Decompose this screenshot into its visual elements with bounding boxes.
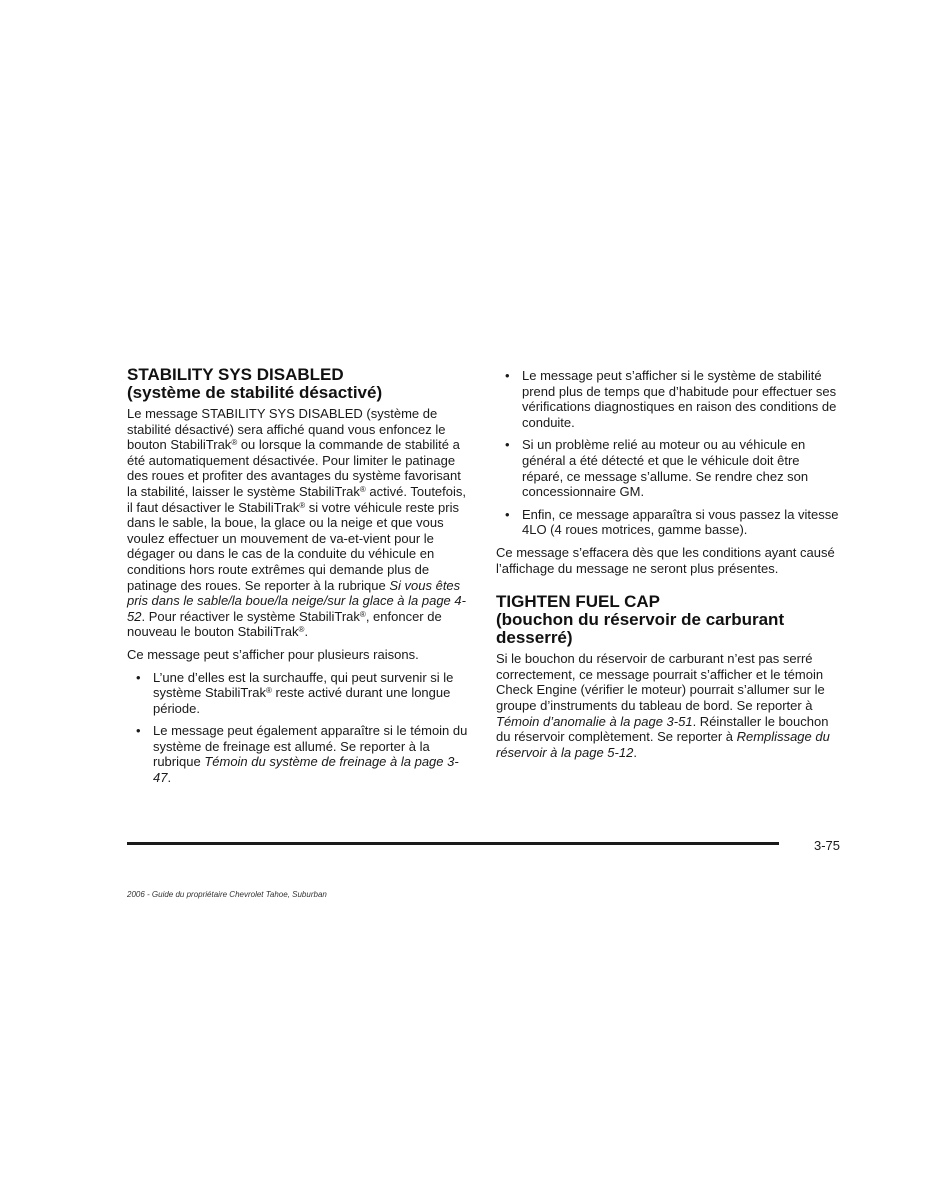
bullet-icon: •: [136, 723, 141, 739]
text-run: activé. Toutefois, il faut désactiver le StabiliTrak: [127, 483, 467, 515]
stability-sys-heading: [127, 366, 472, 402]
right-column: [496, 368, 841, 767]
heading-line-1: STABILITY SYS DISABLED: [127, 365, 344, 384]
heading-line-2: (bouchon du réservoir de carburant desserré): [496, 610, 785, 648]
list-item: [127, 723, 472, 785]
bullet-icon: •: [136, 669, 141, 685]
xref-malfunction-lamp[interactable]: Témoin d’anomalie à la page 3-51: [496, 713, 693, 729]
reasons-list: [127, 670, 472, 786]
text-run: .: [304, 624, 309, 640]
bullet-icon: •: [505, 368, 510, 383]
fuel-cap-heading: [496, 593, 841, 647]
message-clear-paragraph: Ce message s’effacera dès que les conditions ayant causé l’affichage du message ne seront plus présentes.: [496, 544, 835, 576]
list-item: [496, 368, 841, 430]
stability-paragraph: [127, 406, 472, 640]
bullet-icon: •: [505, 506, 510, 522]
registered-mark: ®: [359, 484, 366, 494]
text-run: . Réinstaller le bouchon du réservoir complètement. Se reporter à: [496, 713, 829, 745]
text-run: si votre véhicule reste pris dans le sable, la boue, la glace ou la neige et que vous voulez effectuer un mouvement de va-et-vient pour le dégager ou dans le cas de la conduite du véhicule en conditions hors route extrêmes qui demande plus de patinage des roues. Se reporter à la rubrique: [127, 499, 460, 593]
text-run: ou lorsque la commande de stabilité a été automatiquement désactivée. Pour limiter le patinage des roues et profiter des avantages du système favorisant la stabilité, laisser le système StabiliTrak: [127, 437, 461, 499]
registered-mark: ®: [298, 625, 305, 635]
heading-line-2: (système de stabilité désactivé): [127, 383, 383, 402]
xref-filling-tank[interactable]: Remplissage du réservoir à la page 5-12: [496, 729, 830, 760]
text-run: Le message peut s’afficher si le système de stabilité prend plus de temps que d’habitude pour effectuer ses vérifications diagnostiques en raison des conditions de conduite.: [522, 368, 837, 430]
text-run: . Pour réactiver le système StabiliTrak: [141, 608, 360, 624]
text-run: reste activé durant une longue période.: [153, 685, 451, 716]
page-number: 3-75: [814, 838, 841, 853]
left-column: [127, 366, 472, 793]
text-run: Si un problème relié au moteur ou au véhicule en général a été détecté et que le véhicule doit être réparé, ce message s’allume. Se rendre chez son concessionnaire GM.: [522, 437, 809, 500]
list-item: [496, 507, 841, 538]
text-run: Le message peut également apparaître si le témoin du système de freinage est allumé. Se reporter à la rubrique: [153, 723, 468, 770]
text-run: , enfoncer de nouveau le bouton StabiliTrak: [127, 608, 442, 640]
text-run: Enfin, ce message apparaîtra si vous passez la vitesse 4LO (4 roues motrices, gamme basse).: [522, 506, 839, 538]
bullet-icon: •: [505, 437, 510, 453]
registered-mark: ®: [231, 438, 238, 448]
footer-rule: [127, 842, 779, 845]
text-run: Si le bouchon du réservoir de carburant n’est pas serré correctement, ce message pourrait s’afficher et le témoin Check Engine (vérifier le moteur) pourrait s’allumer sur le groupe d’instruments du tableau de bord. Se reporter à: [496, 651, 825, 713]
list-item: [127, 670, 472, 717]
text-run: L’une d’elles est la surchauffe, qui peut survenir si le système StabiliTrak: [153, 669, 454, 701]
fuel-cap-paragraph: [496, 651, 841, 760]
reasons-list-continued: [496, 368, 841, 538]
text-run: Le message STABILITY SYS DISABLED (système de stabilité désactivé) sera affiché quand vous enfoncez le bouton StabiliTrak: [127, 406, 446, 453]
registered-mark: ®: [359, 609, 366, 619]
text-run: .: [633, 744, 637, 760]
xref-stuck-vehicle[interactable]: Si vous êtes pris dans le sable/la boue/la neige/sur la glace à la page 4-52: [127, 577, 466, 624]
footer-text: 2006 - Guide du propriétaire Chevrolet Tahoe, Suburban: [127, 890, 327, 899]
list-item: [496, 437, 841, 499]
heading-line-1: TIGHTEN FUEL CAP: [496, 592, 661, 612]
xref-brake-warning[interactable]: Témoin du système de freinage à la page 3-47: [153, 754, 459, 786]
reasons-intro: Ce message peut s’afficher pour plusieurs raisons.: [127, 646, 419, 662]
text-run: .: [167, 770, 172, 786]
registered-mark: ®: [299, 500, 306, 510]
registered-mark: ®: [265, 686, 272, 696]
